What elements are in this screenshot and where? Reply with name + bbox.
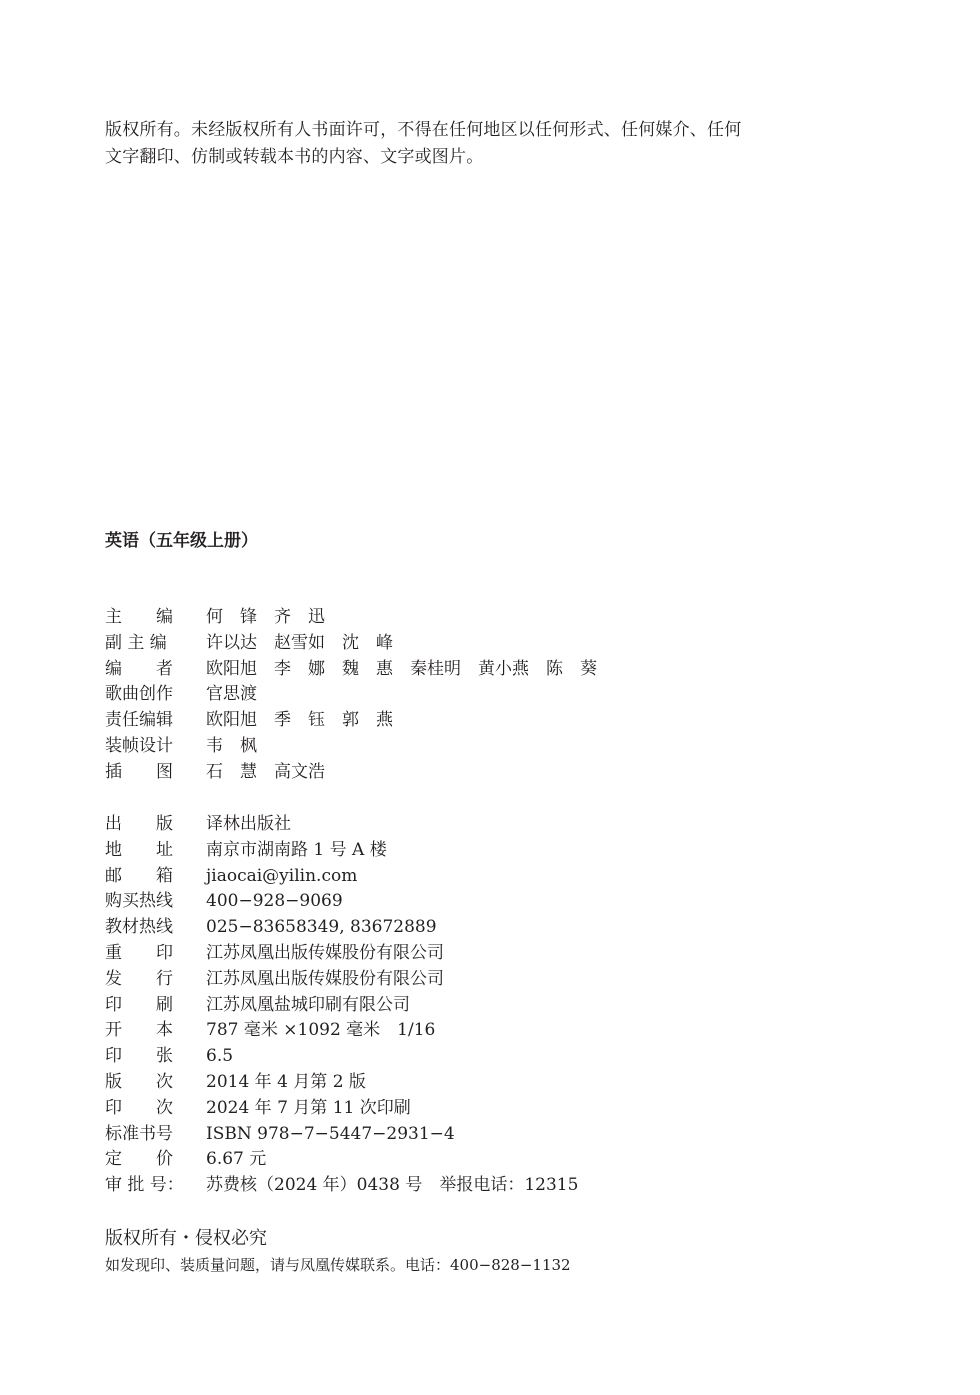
- publication-value: 2024 年 7 月第 11 次印刷: [206, 1097, 411, 1118]
- credit-value: 韦 枫: [206, 735, 257, 756]
- credit-label: 责任编辑: [105, 710, 173, 731]
- publication-label: 定 价: [105, 1149, 173, 1170]
- publication-row: [105, 864, 578, 890]
- publication-value: 江苏凤凰出版传媒股份有限公司: [206, 968, 444, 989]
- publication-row: [105, 838, 578, 864]
- publication-label: 印 张: [105, 1046, 173, 1067]
- publication-label: 发 行: [105, 968, 173, 989]
- publication-value: 2014 年 4 月第 2 版: [206, 1071, 366, 1092]
- publication-label: 印 次: [105, 1097, 173, 1118]
- publication-label: 开 本: [105, 1020, 173, 1041]
- publication-value: 025−83658349, 83672889: [206, 917, 437, 938]
- credit-value: 欧阳旭 季 钰 郭 燕: [206, 710, 393, 731]
- publication-label: 重 印: [105, 942, 173, 963]
- credit-row: [105, 734, 597, 760]
- credits-list: [105, 605, 597, 786]
- copyright-notice-line: 版权所有。未经版权所有人书面许可，不得在任何地区以任何形式、任何媒介、任何: [105, 120, 742, 140]
- credit-value: 欧阳旭 李 娜 魏 惠 秦桂明 黄小燕 陈 葵: [206, 658, 597, 679]
- credit-label: 编 者: [105, 658, 173, 679]
- publication-row: [105, 1147, 578, 1173]
- credit-label: 装帧设计: [105, 735, 173, 756]
- publication-row: [105, 941, 578, 967]
- publication-value: 400−928−9069: [206, 891, 343, 912]
- publication-row: [105, 967, 578, 993]
- book-title: 英语（五年级上册）: [105, 531, 258, 551]
- publication-label: 教材热线: [105, 917, 173, 938]
- credit-value: 何 锋 齐 迅: [206, 607, 325, 627]
- publication-row: [105, 1018, 578, 1044]
- publication-label: 印 刷: [105, 994, 173, 1015]
- copyright-notice: [105, 117, 805, 171]
- approval-value: 苏费核（2024 年）0438 号 举报电话：12315: [206, 1175, 579, 1196]
- credit-label: 主 编: [105, 607, 173, 627]
- publication-label: 购买热线: [105, 891, 173, 912]
- publication-row: [105, 915, 578, 941]
- publication-value: 译林出版社: [206, 814, 291, 834]
- publication-value: 南京市湖南路 1 号 A 楼: [206, 839, 387, 860]
- credit-label: 插 图: [105, 761, 173, 782]
- rights-reserved-title: 版权所有・侵权必究: [105, 1228, 267, 1249]
- publication-label: 版 次: [105, 1071, 173, 1092]
- credit-label: 歌曲创作: [105, 684, 173, 705]
- publication-value: 江苏凤凰出版传媒股份有限公司: [206, 942, 444, 963]
- publication-label: 邮 箱: [105, 865, 173, 886]
- credit-row: [105, 657, 597, 683]
- credit-row: [105, 631, 597, 657]
- publication-row: [105, 1070, 578, 1096]
- publication-value: 6.5: [206, 1046, 234, 1067]
- publication-row: [105, 889, 578, 915]
- credit-label: 副 主 编: [105, 632, 167, 653]
- publication-row: [105, 993, 578, 1019]
- isbn-value: ISBN 978−7−5447−2931−4: [206, 1123, 455, 1144]
- publication-value: 江苏凤凰盐城印刷有限公司: [206, 994, 410, 1015]
- publication-row: [105, 812, 578, 838]
- credit-row: [105, 682, 597, 708]
- credit-row: [105, 708, 597, 734]
- publication-label: 出 版: [105, 814, 173, 834]
- publication-label: 地 址: [105, 839, 173, 860]
- publication-info: [105, 812, 578, 1199]
- publication-row: [105, 1096, 578, 1122]
- credit-value: 官思渡: [206, 684, 257, 705]
- publication-row: [105, 1044, 578, 1070]
- publication-row: [105, 1173, 578, 1199]
- credit-row: [105, 760, 597, 786]
- copyright-notice-line: 文字翻印、仿制或转载本书的内容、文字或图片。: [105, 147, 484, 167]
- credit-value: 许以达 赵雪如 沈 峰: [206, 632, 393, 653]
- publication-label: 审 批 号：: [105, 1175, 184, 1196]
- email-value: jiaocai@yilin.com: [206, 865, 358, 886]
- publication-value: 787 毫米 ×1092 毫米 1/16: [206, 1020, 436, 1041]
- publication-row: [105, 1122, 578, 1148]
- publication-label: 标准书号: [105, 1123, 173, 1144]
- credit-row: [105, 605, 597, 631]
- price-value: 6.67 元: [206, 1149, 267, 1170]
- quality-contact-note: 如发现印、装质量问题，请与凤凰传媒联系。电话：400−828−1132: [105, 1256, 571, 1274]
- credit-value: 石 慧 高文浩: [206, 761, 325, 782]
